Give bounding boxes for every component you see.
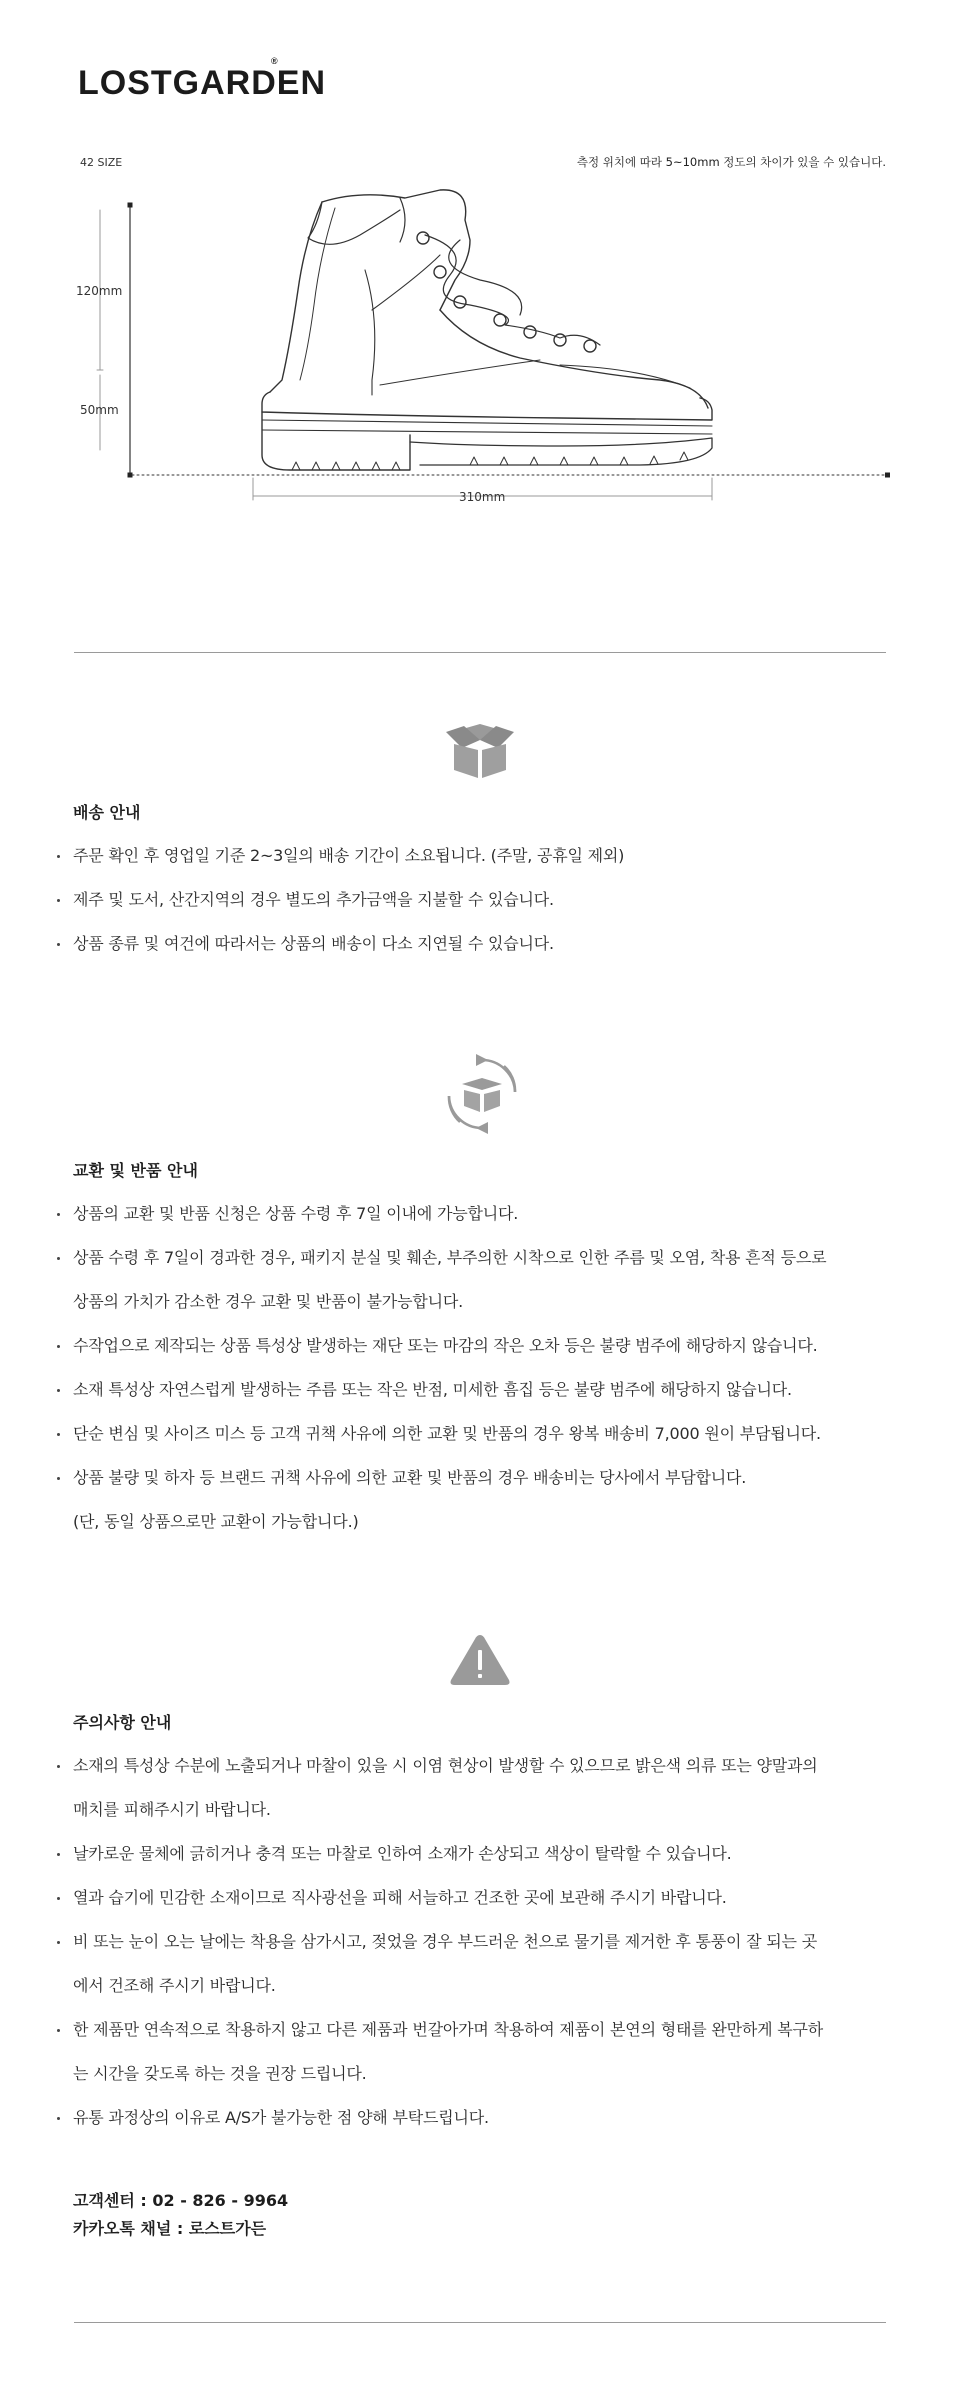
registered-mark: ® xyxy=(271,56,279,66)
contact-info xyxy=(73,2187,288,2243)
list-item: 열과 습기에 민감한 소재이므로 직사광선을 피해 서늘하고 건조한 곳에 보관해 주시기 바랍니다. xyxy=(55,1876,915,1920)
list-item-continued: 상품의 가치가 감소한 경우 교환 및 반품이 불가능합니다. xyxy=(73,1292,463,1311)
list-item: 소재의 특성상 수분에 노출되거나 마찰이 있을 시 이염 현상이 발생할 수 있으므로 밝은색 의류 또는 양말과의 xyxy=(55,1744,915,1788)
list-item-continued: (단, 동일 상품으로만 교환이 가능합니다.) xyxy=(73,1512,359,1531)
list-item: 제주 및 도서, 산간지역의 경우 별도의 추가금액을 지불할 수 있습니다. xyxy=(55,878,915,922)
box-cycle-icon xyxy=(442,1052,522,1136)
heel-height-dimension: 50mm xyxy=(80,403,119,417)
list-item: 상품 수령 후 7일이 경과한 경우, 패키지 분실 및 훼손, 부주의한 시착으로 인한 주름 및 오염, 착용 흔적 등으로 xyxy=(55,1236,915,1280)
list-item-continued: 는 시간을 갖도록 하는 것을 권장 드립니다. xyxy=(73,2064,367,2083)
list-item: 유통 과정상의 이유로 A/S가 불가능한 점 양해 부탁드립니다. xyxy=(55,2096,915,2140)
list-item: 소재 특성상 자연스럽게 발생하는 주름 또는 작은 반점, 미세한 흠집 등은 불량 범주에 해당하지 않습니다. xyxy=(55,1368,915,1412)
list-item: 주문 확인 후 영업일 기준 2~3일의 배송 기간이 소요됩니다. (주말, 공휴일 제외) xyxy=(55,834,915,878)
shipping-title: 배송 안내 xyxy=(73,803,141,822)
list-item: 날카로운 물체에 긁히거나 충격 또는 마찰로 인하여 소재가 손상되고 색상이 탈락할 수 있습니다. xyxy=(55,1832,915,1876)
length-dimension: 310mm xyxy=(459,490,506,504)
list-item-continued: 에서 건조해 주시기 바랍니다. xyxy=(73,1976,276,1995)
measurement-note: 측정 위치에 따라 5~10mm 정도의 차이가 있을 수 있습니다. xyxy=(576,155,886,169)
list-item: 비 또는 눈이 오는 날에는 착용을 삼가시고, 젖었을 경우 부드러운 천으로 물기를 제거한 후 통풍이 잘 되는 곳 xyxy=(55,1920,915,1964)
list-item: 한 제품만 연속적으로 착용하지 않고 다른 제품과 번갈아가며 착용하여 제품이 본연의 형태를 완만하게 복구하 xyxy=(55,2008,915,2052)
list-item: 수작업으로 제작되는 상품 특성상 발생하는 재단 또는 마감의 작은 오차 등은 불량 범주에 해당하지 않습니다. xyxy=(55,1324,915,1368)
list-item: 상품 종류 및 여건에 따라서는 상품의 배송이 다소 지연될 수 있습니다. xyxy=(55,922,915,966)
divider-bottom xyxy=(74,2322,886,2323)
customer-center: 고객센터 : 02 - 826 - 9964 xyxy=(73,2191,289,2210)
box-icon xyxy=(444,720,516,780)
caution-title: 주의사항 안내 xyxy=(73,1713,172,1732)
kakao-channel: 카카오톡 채널 : 로스트가든 xyxy=(73,2219,267,2238)
list-item: 상품의 교환 및 반품 신청은 상품 수령 후 7일 이내에 가능합니다. xyxy=(55,1192,915,1236)
shaft-height-dimension: 120mm xyxy=(76,284,123,298)
list-item-continued: 매치를 피해주시기 바랍니다. xyxy=(73,1800,271,1819)
size-label: 42 SIZE xyxy=(80,156,123,169)
brand-logo xyxy=(78,56,326,102)
caution-list xyxy=(55,1744,915,2140)
exchange-list xyxy=(55,1192,915,1544)
exchange-title: 교환 및 반품 안내 xyxy=(73,1161,198,1180)
shipping-list xyxy=(55,834,915,966)
divider-top xyxy=(74,652,886,653)
list-item: 상품 불량 및 하자 등 브랜드 귀책 사유에 의한 교환 및 반품의 경우 배송비는 당사에서 부담합니다. xyxy=(55,1456,915,1500)
list-item: 단순 변심 및 사이즈 미스 등 고객 귀책 사유에 의한 교환 및 반품의 경우 왕복 배송비 7,000 원이 부담됩니다. xyxy=(55,1412,915,1456)
boot-size-illustration xyxy=(0,180,960,520)
brand-name: LOSTGARDEN xyxy=(78,64,326,102)
warning-icon xyxy=(448,1632,512,1688)
